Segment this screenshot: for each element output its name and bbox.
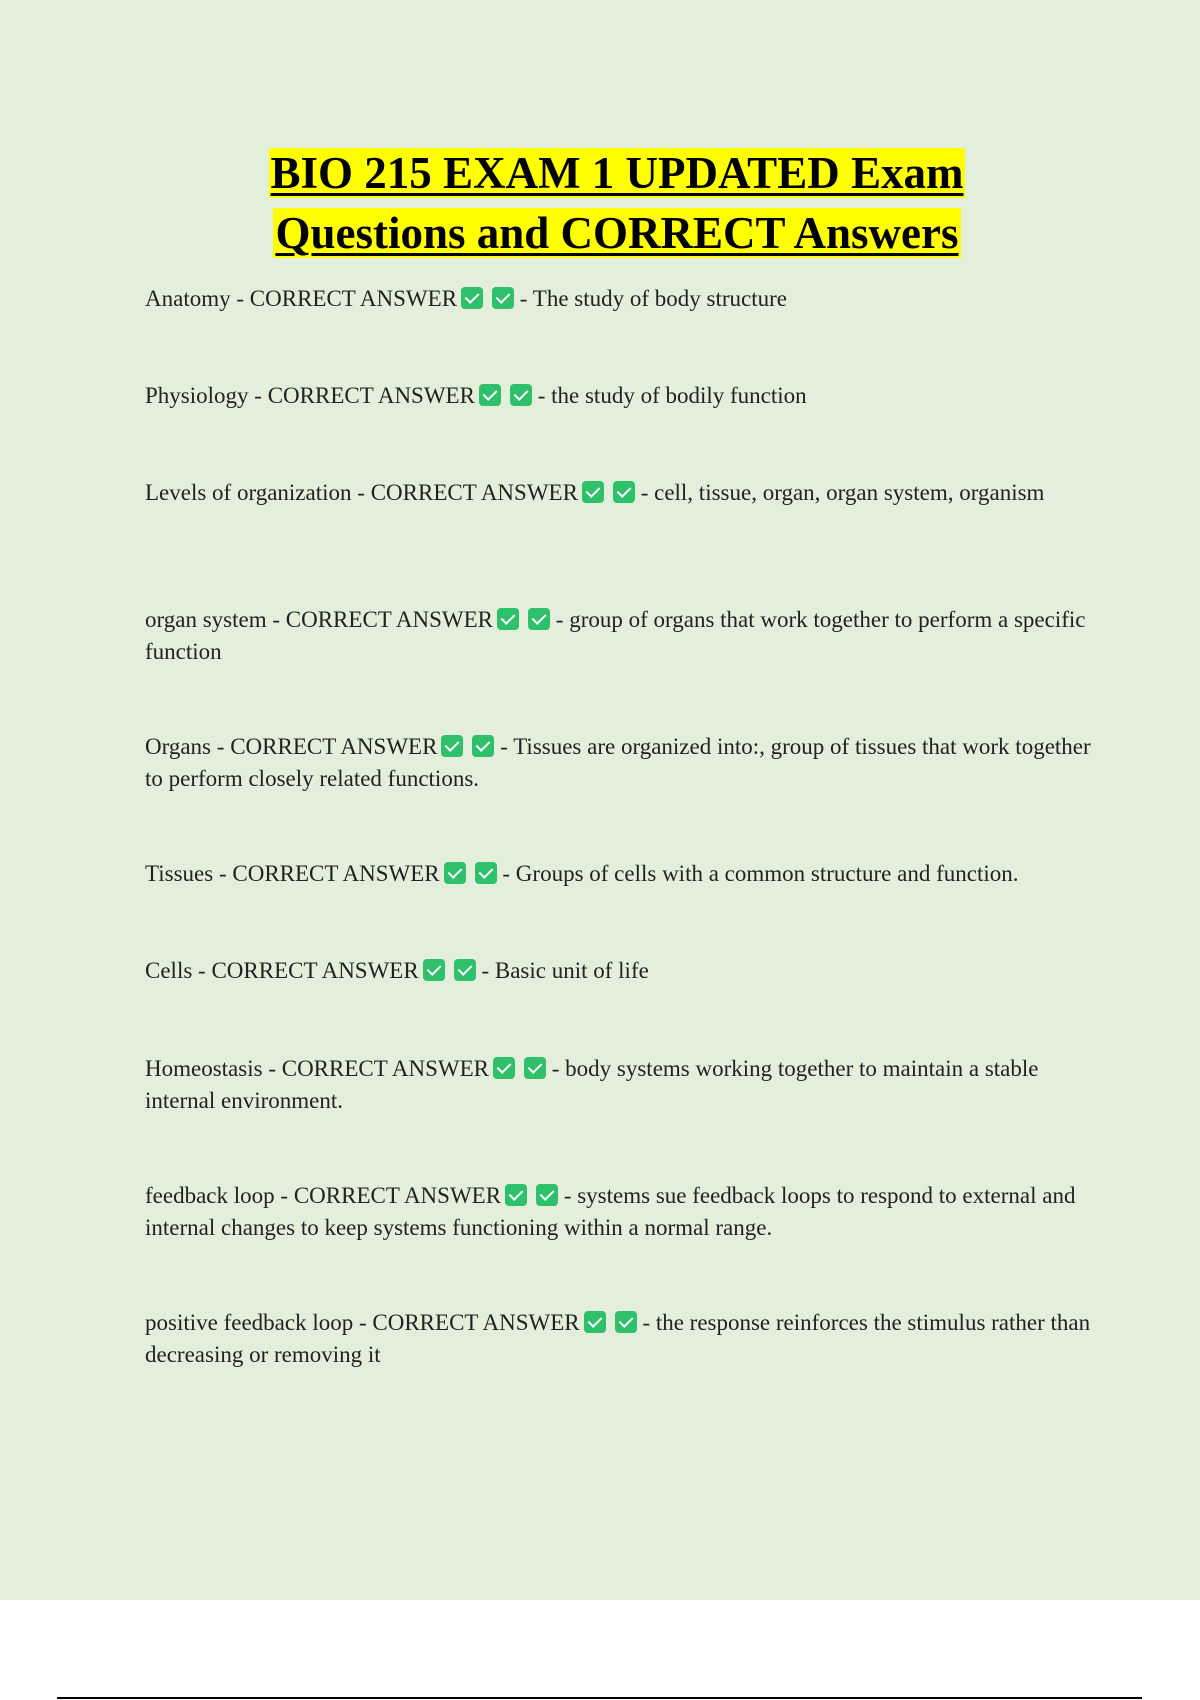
check-icon (475, 862, 497, 884)
qa-term: organ system (145, 607, 267, 632)
check-icon (441, 735, 463, 757)
qa-term: Anatomy (145, 286, 231, 311)
qa-definition: the study of bodily function (551, 383, 807, 408)
qa-term: Homeostasis (145, 1056, 263, 1081)
qa-term: positive feedback loop (145, 1310, 354, 1335)
qa-definition: The study of body structure (532, 286, 788, 311)
check-icon (584, 1311, 606, 1333)
qa-answer-marker: CORRECT ANSWER (249, 286, 458, 311)
qa-answer-marker: CORRECT ANSWER (372, 1310, 580, 1335)
qa-item: Physiology - CORRECT ANSWER - the study of bodily function (145, 383, 807, 408)
qa-item: Homeostasis - CORRECT ANSWER - body systems working together to maintain a stable internal environment. (145, 1056, 1039, 1113)
check-icon (444, 862, 466, 884)
qa-answer-marker: CORRECT ANSWER (211, 958, 419, 983)
qa-item: Anatomy - CORRECT ANSWER - The study of body structure (145, 286, 788, 311)
qa-item: Levels of organization - CORRECT ANSWER - cell, tissue, organ, organ system, organism (145, 480, 1045, 505)
qa-term: Organs (145, 734, 212, 759)
qa-answer-marker: CORRECT ANSWER (232, 861, 440, 886)
qa-definition: Groups of cells with a common structure and function. (515, 861, 1019, 886)
qa-item: Cells - CORRECT ANSWER - Basic unit of life (145, 958, 649, 983)
qa-answer-marker: CORRECT ANSWER (267, 383, 475, 408)
check-icon (493, 1057, 515, 1079)
footer-divider (57, 1697, 1142, 1699)
qa-definition: body systems working together to maintain a stable internal environment. (145, 1056, 1039, 1113)
qa-term: Cells (145, 958, 193, 983)
qa-definition: systems sue feedback loops to respond to external and internal changes to keep systems functioning within a normal range. (145, 1183, 1076, 1240)
check-icon (524, 1057, 546, 1079)
qa-answer-marker: CORRECT ANSWER (370, 480, 578, 505)
qa-answer-marker: CORRECT ANSWER (230, 734, 438, 759)
check-icon (505, 1184, 527, 1206)
check-icon (423, 959, 445, 981)
qa-term: feedback loop (145, 1183, 275, 1208)
check-icon (615, 1311, 637, 1333)
qa-answer-marker: CORRECT ANSWER (293, 1183, 502, 1208)
qa-item: Organs - CORRECT ANSWER - Tissues are organized into:, group of tissues that work together to perform closely related functions. (145, 734, 1091, 791)
qa-item: Tissues - CORRECT ANSWER - Groups of cells with a common structure and function. (145, 861, 1019, 886)
check-icon (536, 1184, 558, 1206)
check-icon (528, 608, 550, 630)
document-title (0, 143, 1200, 263)
check-icon (497, 608, 519, 630)
qa-definition: the response reinforces the stimulus rather than decreasing or removing it (145, 1310, 1091, 1367)
qa-definition: group of organs that work together to perform a specific function (145, 607, 1086, 664)
check-icon (461, 287, 483, 309)
check-icon (479, 384, 501, 406)
check-icon (454, 959, 476, 981)
qa-term: Physiology (145, 383, 249, 408)
qa-answer-marker: CORRECT ANSWER (285, 607, 494, 632)
check-icon (472, 735, 494, 757)
check-icon (582, 481, 604, 503)
qa-item: organ system - CORRECT ANSWER - group of organs that work together to perform a specific function (145, 607, 1086, 664)
title-line-1: BIO 215 EXAM 1 UPDATED Exam (270, 148, 964, 198)
qa-item: feedback loop - CORRECT ANSWER - systems sue feedback loops to respond to external and internal changes to keep systems functioning within a normal range. (145, 1183, 1076, 1240)
check-icon (510, 384, 532, 406)
qa-term: Levels of organization (145, 480, 352, 505)
qa-definition: Basic unit of life (494, 958, 649, 983)
check-icon (492, 287, 514, 309)
qa-answer-marker: CORRECT ANSWER (281, 1056, 489, 1081)
qa-definition: Tissues are organized into:, group of tissues that work together to perform closely related functions. (145, 734, 1091, 791)
qa-item: positive feedback loop - CORRECT ANSWER - the response reinforces the stimulus rather than decreasing or removing it (145, 1310, 1091, 1367)
check-icon (613, 481, 635, 503)
qa-term: Tissues (145, 861, 214, 886)
title-line-2: Questions and CORRECT Answers (275, 208, 959, 258)
qa-definition: cell, tissue, organ, organ system, organism (654, 480, 1045, 505)
